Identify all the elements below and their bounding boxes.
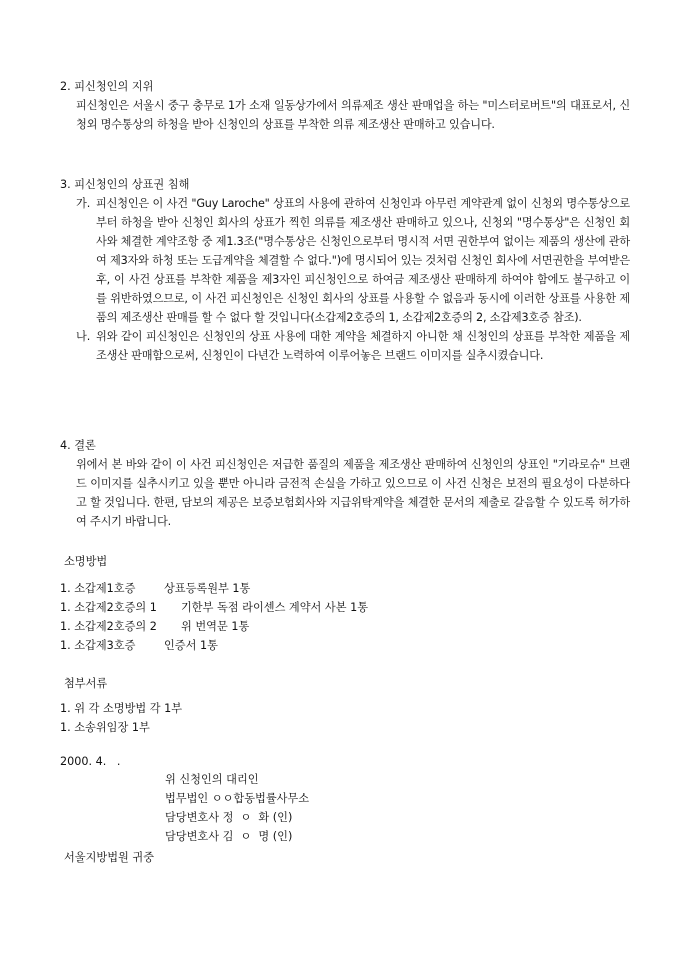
section-4-body: 위에서 본 바와 같이 이 사건 피신청인은 저급한 품질의 제품을 제조생산 판매하여 신청인의 상표인 "기라로슈" 브랜드 이미지를 실추시키고 있을 뿐만 아니라 금전적 손실을 가하고 있으므로 이 사건 신청은 보전의 필요성이 다분하다고 할 것입니다. 한편, 담보의 제공은 보증보험회사와 지급위탁계약을 체결한 문서의 제출로 갈음할 수 있도록 허가하여 주시기 바랍니다. (76, 458, 630, 528)
section-2-heading: 2. 피신청인의 지위 (60, 80, 154, 93)
evidence-desc: 인증서 1통 (164, 639, 218, 652)
attachments-section (60, 674, 630, 737)
signature-line: 위 신청인의 대리인 (165, 773, 259, 786)
evidence-desc: 위 번역문 1통 (181, 620, 250, 633)
signature-line: 담당변호사 정 ㅇ 화 (인) (165, 811, 293, 824)
signature-block (165, 770, 309, 846)
section-4-heading: 4. 결론 (60, 439, 96, 452)
section-2 (60, 77, 630, 134)
evidence-item (60, 636, 630, 655)
evidence-item (60, 617, 630, 636)
evidence-heading: 소명방법 (64, 555, 108, 568)
addressee-text: 서울지방법원 귀중 (64, 851, 155, 864)
document-date (60, 752, 630, 771)
evidence-id: 1. 소갑제2호증의 2 (60, 620, 157, 633)
evidence-item (60, 579, 630, 598)
evidence-id: 1. 소갑제2호증의 1 (60, 601, 157, 614)
evidence-id: 1. 소갑제1호증 (60, 582, 136, 595)
evidence-desc: 기한부 독점 라이센스 계약서 사본 1통 (181, 601, 369, 614)
item-marker: 나. (76, 330, 91, 343)
addressee (64, 848, 634, 867)
section-3-item-a (60, 194, 630, 327)
section-4 (60, 436, 630, 531)
item-text: 피신청인은 이 사건 "Guy Laroche" 상표의 사용에 관하여 신청인과 아무런 계약관계 없이 신청외 명수통상으로부터 하청을 받아 신청인 회사의 상표가 찍힌 의류를 제조생산 판매하고 있으나, 신청외 "명수통상"은 신청인 회사와 체결한 계약조항 중 제1.3조("명수통상은 신청인으로부터 명시적 서면 권한부여 없이는 제품의 생산에 관하여 제3자와 하청 또는 도급계약을 체결할 수 없다.")에 명시되어 있는 것처럼 신청인 회사에 서면권한을 부여받은 후, 이 사건 상표를 부착한 제품을 제3자인 피신청인으로 하여금 제조생산 판매하게 하여야 함에도 불구하고 이를 위반하였으므로, 이 사건 피신청인은 신청인 회사의 상표를 사용할 수 없음과 동시에 이러한 상표를 사용한 제품의 제조생산 판매를 할 수 없다 할 것입니다(소갑제2호증의 1, 소갑제2호증의 2, 소갑제3호증 참조). (96, 197, 630, 324)
section-2-body: 피신청인은 서울시 중구 충무로 1가 소재 일동상가에서 의류제조 생산 판매업을 하는 "미스터로버트"의 대표로서, 신청외 명수통상의 하청을 받아 신청인의 상표를 부착한 의류 제조생산 판매하고 있습니다. (76, 99, 630, 131)
evidence-item (60, 598, 630, 617)
section-3-item-b (60, 327, 630, 365)
date-text: 2000. 4. . (60, 755, 121, 768)
section-3 (60, 175, 630, 365)
signature-line: 담당변호사 김 ㅇ 명 (인) (165, 830, 293, 843)
evidence-section (60, 552, 630, 655)
signature-line: 법무법인 ㅇㅇ합동법률사무소 (165, 792, 310, 805)
evidence-id: 1. 소갑제3호증 (60, 639, 136, 652)
item-text: 위와 같이 피신청인은 신청인의 상표 사용에 대한 계약을 체결하지 아니한 채 신청인의 상표를 부착한 제품을 제조생산 판매함으로써, 신청인이 다년간 노력하여 이루어놓은 브랜드 이미지를 실추시켰습니다. (96, 330, 630, 362)
item-marker: 가. (76, 197, 91, 210)
attachments-heading: 첨부서류 (64, 677, 108, 690)
evidence-desc: 상표등록원부 1통 (164, 582, 251, 595)
attachment-item: 1. 위 각 소명방법 각 1부 (60, 702, 183, 715)
attachment-item: 1. 소송위임장 1부 (60, 721, 150, 734)
section-3-heading: 3. 피신청인의 상표권 침해 (60, 178, 190, 191)
